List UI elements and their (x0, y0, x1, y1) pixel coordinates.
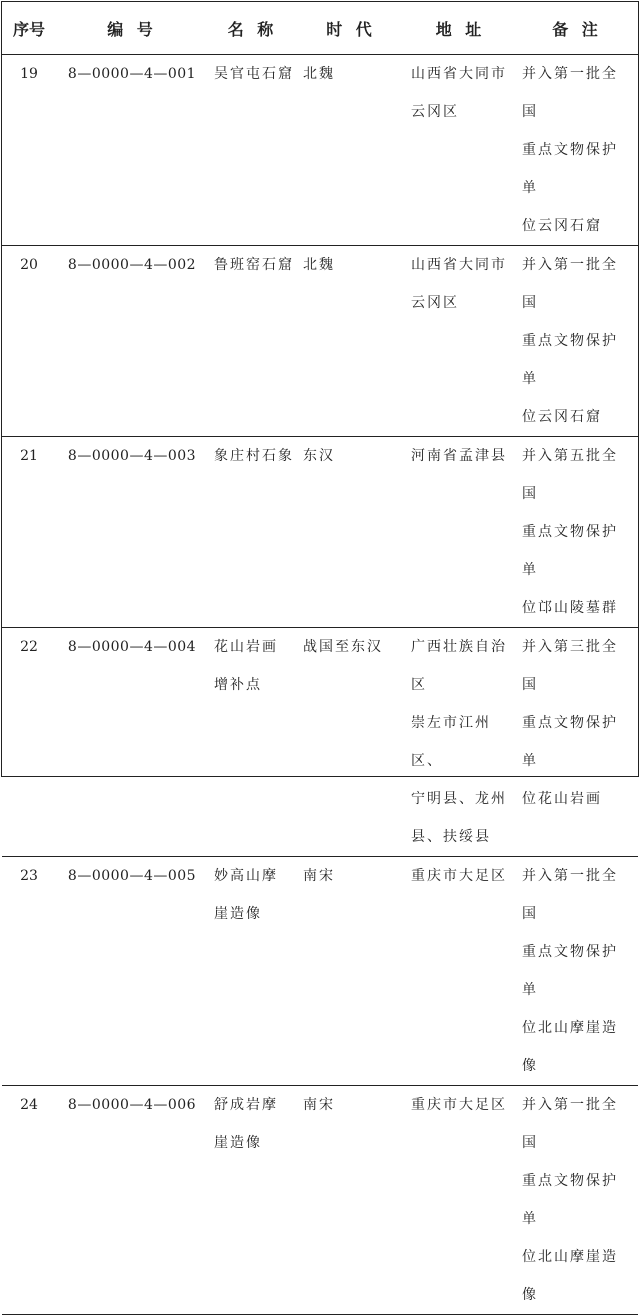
cell-note (516, 246, 638, 437)
cell-code: 8—0000—4—002 (56, 246, 208, 437)
name-line: 妙高山摩 (214, 868, 278, 884)
cell-seq: 20 (2, 246, 56, 437)
header-row (2, 2, 638, 55)
note-line: 并入第一批全国 (522, 868, 618, 922)
name-line: 舒成岩摩 (214, 1097, 278, 1113)
table-row (2, 55, 638, 246)
cell-note (516, 437, 638, 628)
name-line: 增补点 (214, 677, 262, 693)
name-line: 吴官屯石窟 (214, 66, 294, 82)
name-line: 象庄村石象 (214, 448, 294, 464)
note-line: 重点文物保护单 (522, 524, 618, 578)
cell-era (297, 628, 405, 857)
address-line: 云冈区 (411, 104, 459, 120)
table-body (2, 55, 638, 1315)
address-line: 县、扶绥县 (411, 829, 491, 845)
cell-code: 8—0000—4—005 (56, 857, 208, 1086)
cell-name (208, 1086, 297, 1315)
table-row (2, 1086, 638, 1315)
header-seq: 序号 (2, 2, 56, 55)
cell-note (516, 857, 638, 1086)
address-line: 重庆市大足区 (411, 868, 507, 884)
cell-era (297, 246, 405, 437)
note-line: 并入第一批全国 (522, 66, 618, 120)
note-line: 并入第一批全国 (522, 257, 618, 311)
cell-address (405, 55, 516, 246)
cell-address (405, 857, 516, 1086)
cell-address (405, 437, 516, 628)
name-line: 花山岩画 (214, 639, 278, 655)
cell-code: 8—0000—4—003 (56, 437, 208, 628)
address-line: 山西省大同市 (411, 257, 507, 273)
name-line: 鲁班窑石窟 (214, 257, 294, 273)
cell-address (405, 1086, 516, 1315)
note-line: 并入第一批全国 (522, 1097, 618, 1151)
address-line: 宁明县、龙州 (411, 791, 507, 807)
header-code: 编 号 (56, 2, 208, 55)
note-line: 重点文物保护单 (522, 142, 618, 196)
note-line: 重点文物保护单 (522, 715, 618, 769)
table-row (2, 857, 638, 1086)
cell-era (297, 857, 405, 1086)
table-row (2, 437, 638, 628)
address-line: 云冈区 (411, 295, 459, 311)
cell-address (405, 628, 516, 857)
note-line: 重点文物保护单 (522, 1173, 618, 1227)
cell-code: 8—0000—4—006 (56, 1086, 208, 1315)
header-era: 时 代 (297, 2, 405, 55)
header-address: 地 址 (405, 2, 516, 55)
cell-address (405, 246, 516, 437)
table-row (2, 246, 638, 437)
cell-code: 8—0000—4—001 (56, 55, 208, 246)
note-line: 并入第五批全国 (522, 448, 618, 502)
document-page (1, 1, 639, 1303)
note-line: 位北山摩崖造像 (522, 1249, 618, 1303)
cell-name (208, 857, 297, 1086)
address-line: 河南省孟津县 (411, 448, 507, 464)
address-line: 山西省大同市 (411, 66, 507, 82)
name-line: 崖造像 (214, 1135, 262, 1151)
cell-seq: 19 (2, 55, 56, 246)
cell-note (516, 55, 638, 246)
cell-seq: 21 (2, 437, 56, 628)
address-line: 崇左市江州区、 (411, 715, 491, 769)
cell-era (297, 1086, 405, 1315)
cell-seq: 23 (2, 857, 56, 1086)
era-line: 南宋 (303, 868, 335, 884)
note-line: 重点文物保护单 (522, 333, 618, 387)
note-line: 重点文物保护单 (522, 944, 618, 998)
header-name: 名 称 (208, 2, 297, 55)
era-line: 战国至东汉 (303, 639, 383, 655)
cell-note (516, 628, 638, 857)
cell-name (208, 246, 297, 437)
header-note: 备 注 (516, 2, 638, 55)
era-line: 北魏 (303, 257, 335, 273)
name-line: 崖造像 (214, 906, 262, 922)
cell-seq: 24 (2, 1086, 56, 1315)
address-line: 重庆市大足区 (411, 1097, 507, 1113)
cell-seq: 22 (2, 628, 56, 857)
note-line: 位云冈石窟 (522, 409, 602, 425)
era-line: 东汉 (303, 448, 335, 464)
era-line: 南宋 (303, 1097, 335, 1113)
note-line: 位北山摩崖造像 (522, 1020, 618, 1074)
cell-name (208, 55, 297, 246)
cell-name (208, 437, 297, 628)
note-line: 位邙山陵墓群 (522, 600, 618, 616)
note-line: 位云冈石窟 (522, 218, 602, 234)
cell-era (297, 437, 405, 628)
address-line: 广西壮族自治区 (411, 639, 507, 693)
cell-name (208, 628, 297, 857)
cell-code: 8—0000—4—004 (56, 628, 208, 857)
era-line: 北魏 (303, 66, 335, 82)
heritage-table (2, 2, 638, 1315)
note-line: 并入第三批全国 (522, 639, 618, 693)
cell-era (297, 55, 405, 246)
note-line: 位花山岩画 (522, 791, 602, 807)
cell-note (516, 1086, 638, 1315)
table-row (2, 628, 638, 857)
